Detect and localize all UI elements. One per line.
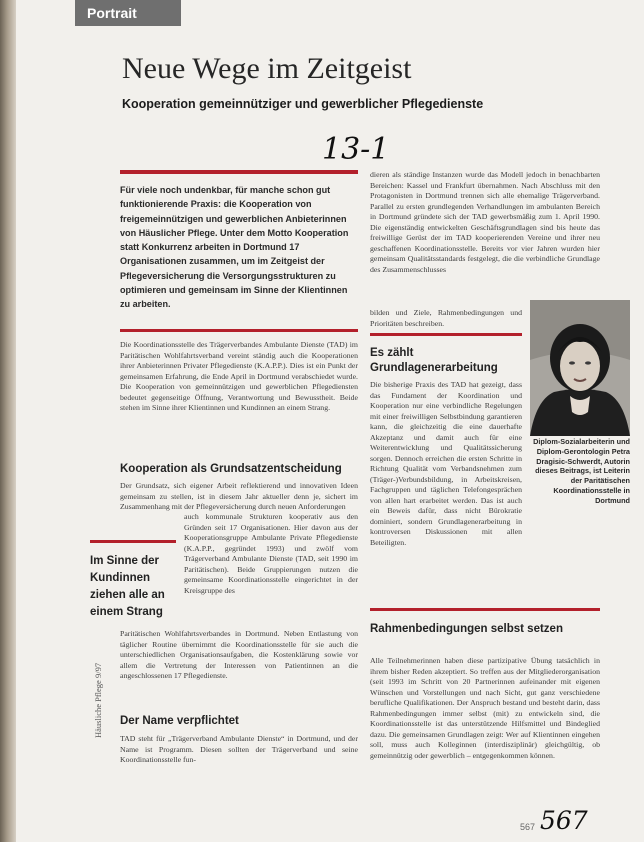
pullquote-rule — [90, 540, 176, 543]
body-paragraph-3: TAD steht für „Trägerverband Ambulante Dienste“ in Dortmund, und der Name ist Programm. Diesen sollten der Trägerverband und seine Koordinationsstelle fun- — [120, 734, 358, 764]
page-number: 567 — [520, 822, 536, 832]
handwritten-note: 13-1 — [322, 132, 390, 167]
heading-grundlagen: Es zählt Grundlagenerarbeitung — [370, 347, 498, 374]
article-subtitle: Kooperation gemeinnütziger und gewerblicher Pflegedienste — [122, 97, 484, 111]
pull-quote: Im Sinne der Kundinnen ziehen alle an einem Strang — [90, 555, 165, 618]
handwritten-page-number: 567 — [540, 806, 588, 835]
heading-rahmen: Rahmenbedingungen selbst setzen — [370, 623, 563, 635]
section-label: Portrait — [75, 0, 181, 26]
heading-name: Der Name verpflichtet — [120, 715, 239, 727]
article-title: Neue Wege im Zeitgeist — [122, 52, 412, 85]
heading-grundsatz: Kooperation als Grundsatzentscheidung — [120, 463, 342, 475]
subsection-rule-2 — [370, 608, 600, 611]
intro-paragraph: Für viele noch undenkbar, für manche schon gut funktionierende Praxis: die Kooperation von freigemeinnützigen und gewerblichen Anbieterinnen von Häuslicher Pflege. Unter dem Motto Kooperation statt Konkurrenz arbeiten in Dortmund 17 Organisationen zusammen, um im Zeitgeist der Pflegeversicherung die Versorgungsstrukturen zu optimieren und gemeinsam im Sinne der Klientinnen zu arbeiten. — [120, 185, 349, 310]
body-paragraph-4b: bilden und Ziele, Rahmenbedingungen und Prioritäten beschreiben. — [370, 308, 522, 328]
body-paragraph-4: dieren als ständige Instanzen wurde das Modell jedoch in benachbarten Bereichen: Kassel und Frankfurt übernahmen. Nach Abschluss mit den Protagonisten in Dortmund trennen sich alle ehemalige Trägerverband. Parallel zu ersten grundlegenden Verhandlungen im ambulanten Bereich in Dortmund gründete sich der TAD gewerbsmäßig zum 1. April 1990. Die eigenständig entwickelten Geschäftsgrundlagen sind bis heute das freiwillige Gerüst der im TAD kooperierenden Vereine und ihrer neu geschaffenen Koordinationsstelle. Bereits vor vier Jahren wurden hier gemeinsam Qualitätsstandards festgelegt, die die verbindliche Grundlage des Zusammenschlusses — [370, 170, 600, 274]
body-paragraph-1: Die Koordinationsstelle des Trägerverbandes Ambulante Dienste (TAD) im Paritätischen Wohlfahrtsverband vereint ständig auch die Kooperationen ihrer Anbieterinnen Privater Pflegedienste (K.A.P.P.). Dies ist ein Punkt der gemeinsamen Erfahrung, die Ende April in Dortmund verabschiedet wurde. Die Kooperation von gemeinnützigen und gewerblichen Pflegediensten bedeutet gegenseitige Öffnung, Verantwortung und Bewusstheit. Beide stehen im Sinne ihrer Klientinnen und Kundinnen an einem Strang. — [120, 340, 358, 412]
subsection-rule — [370, 333, 522, 336]
body-paragraph-2c: Paritätischen Wohlfahrtsverbandes in Dortmund. Neben Entlastung von täglicher Routine übernimmt die Koordinationsstelle für sie auch die unterschiedlichen Organisationsaufgaben, die Kostenklärung sowie vor allem die Vertretung der Interessen von Patientinnen an die angeschlossenen 17 Pflegedienste. — [120, 629, 358, 680]
body-paragraph-5: Die bisherige Praxis des TAD hat gezeigt, dass das Fundament der Koordination und Kooperation nur eine verbindliche Regelungen mit einer freiwilligen Selbstbindung garantieren kann, die gleichzeitig die eine dauerhafte Akzeptanz und damit auch für eine Weiterentwicklung und Qualitätssicherung sorgen. Dennoch erreichen die ersten Schritte in Richtung Qualität vom Verbandsnehmen zum (Träger-)Verbundsbildung, in Arbeitskreisen, Fachgruppen und täglichen Telefongesprächen von allen hart erarbeitet werden. Das ist auch ein Beweis dafür, dass nicht Bürokratie dominiert, sondern Grundlagenerarbeitung in kontroversen Diskussionen mit allen Beteiligten. — [370, 380, 522, 547]
body-paragraph-2b: auch kommunale Strukturen kooperativ aus den Gründen seit 17 Organisationen. Hier davon aus der Kooperationsgruppe Ambulante Private Pflegedienste (K.A.P.P., gegründet 1993) und zwölf vom Trägerverband Ambulante Dienste (TAD, seit 1990 im Paritätischen). Beide Gruppierungen nutzen die gemeinsame Koordinationsstelle eingerichtet in der Kreisgruppe des — [184, 512, 358, 595]
source-line: Häusliche Pflege 9/97 — [93, 662, 103, 738]
portrait-illustration — [530, 300, 630, 436]
column-rule — [120, 329, 358, 332]
intro-rule — [120, 170, 358, 174]
body-paragraph-2a: Der Grundsatz, sich eigener Arbeit reflektierend und innovativen Ideen gemeinsam zu stellen, ist in diesem Jahr aktueller denn je, sichert im Zusammenhang mit der Pflegeversicherung durch neuen Anforderungen — [120, 481, 358, 511]
book-edge — [0, 0, 16, 842]
author-portrait-photo — [530, 300, 630, 436]
photo-caption: Diplom-Sozialarbeiterin und Diplom-Gerontologin Petra Dragisic-Schwerdt, Autorin dieses Beitrags, ist Leiterin der Paritätischen Koordinationsstelle in Dortmund — [533, 437, 630, 505]
body-paragraph-6: Alle Teilnehmerinnen haben diese partizipative Übung tatsächlich in ihrem bisher Reden akzeptiert. So treffen aus der Mitgliederorganisation (seit 1993 im Schritt von 20 Partnerinnen aufeinander mit eigenen Wünschen und Vorstellungen und nach Sicht, gut ganz verschiedene berufliche Qualifikationen. Der Anspruch bestand und besteht darin, dass Rahmenbedingungen immer selbst (mit) zu entwickeln sind, die Koordinationsstelle ist das unterstützende Hilfsmittel und Bindeglied dazu. Die gemeinsamen Grundlagen zeigt: Wer auf Klientinnen eingehen soll, muss auch Kolleginnen (interdisziplinär) gleichgültig, ob gemeinnützig oder gewerblich – entgegenkommen können. — [370, 656, 600, 760]
